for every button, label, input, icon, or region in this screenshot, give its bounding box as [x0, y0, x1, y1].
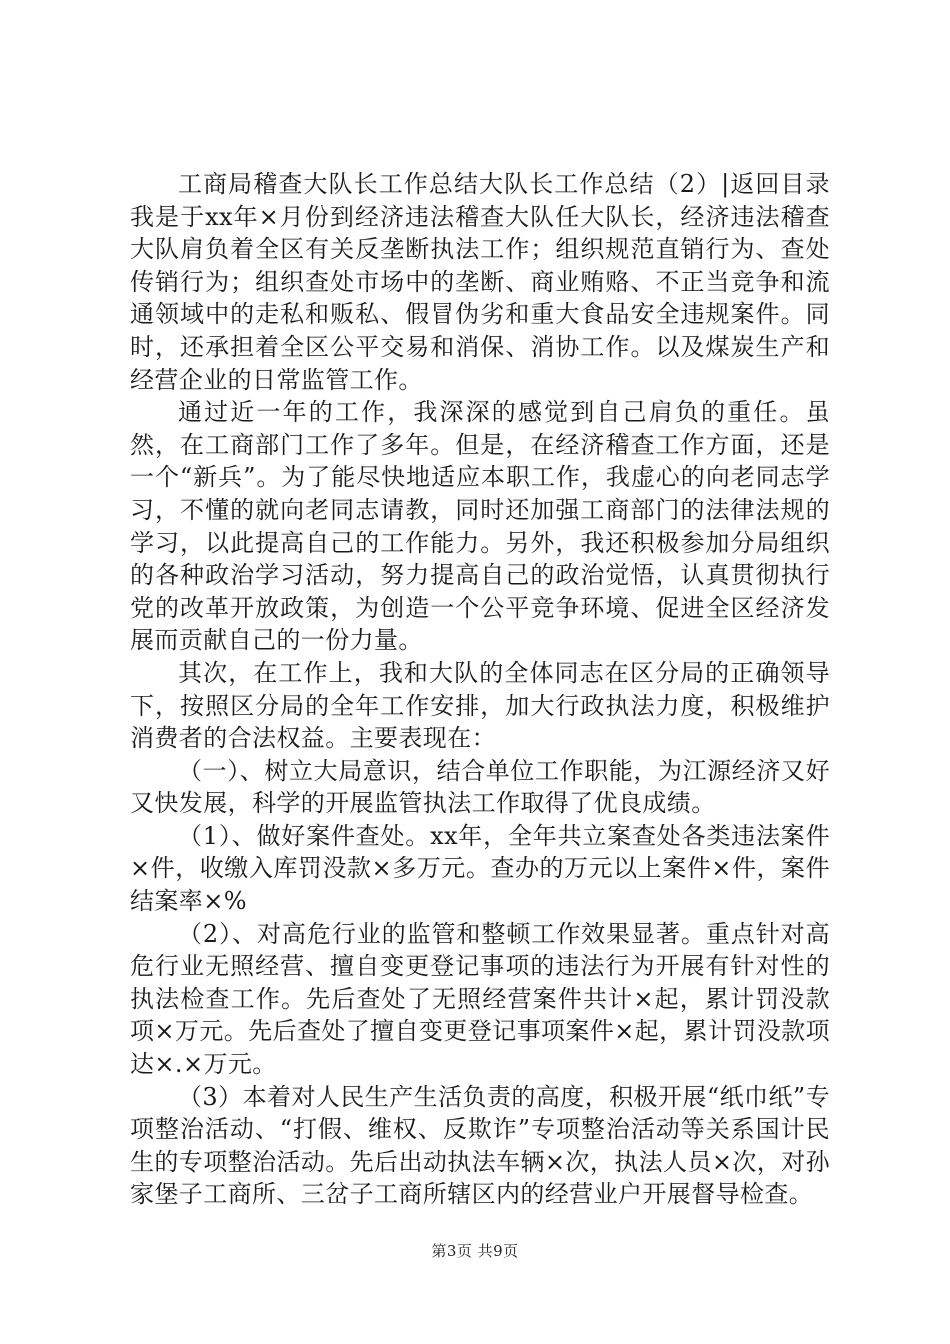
paragraph-intro: 工商局稽查大队长工作总结大队长工作总结（2）|返回目录我是于xx年×月份到经济违法稽查大队任大队长，经济违法稽查大队肩负着全区有关反垄断执法工作；组织规范直销行为、查处传销行为；组织查处市场中的垄断、商业贿赂、不正当竞争和流通领域中的走私和贩私、假冒伪劣和重大食品安全违规案件。同时，还承担着全区公平交易和消保、消协工作。以及煤炭生产和经营企业的日常监管工作。 [130, 170, 830, 394]
paragraph-experience: 通过近一年的工作，我深深的感觉到自己肩负的重任。虽然，在工商部门工作了多年。但是，在经济稽查工作方面，还是一个“新兵”。为了能尽快地适应本职工作，我虚心的向老同志学习，不懂的就向老同志请教，同时还加强工商部门的法律法规的学习，以此提高自己的工作能力。另外，我还积极参加分局组织的各种政治学习活动，努力提高自己的政治觉悟，认真贯彻执行党的改革开放政策，为创造一个公平竞争环境、促进全区经济发展而贡献自己的一份力量。 [130, 398, 830, 655]
page-number-footer: 第3页 共9页 [431, 1242, 519, 1260]
paragraph-section-one: （一）、树立大局意识，结合单位工作职能，为江源经济又好又快发展，科学的开展监管执法工作取得了优良成绩。 [130, 756, 830, 818]
paragraph-item-2: （2）、对高危行业的监管和整顿工作效果显著。重点针对高危行业无照经营、擅自变更登记事项的违法行为开展有针对性的执法检查工作。先后查处了无照经营案件共计×起，累计罚没款项×万元。先后查处了擅自变更登记事项案件×起，累计罚没款项达×.×万元。 [130, 919, 830, 1079]
document-body [130, 168, 830, 1211]
paragraph-work-overview: 其次，在工作上，我和大队的全体同志在区分局的正确领导下，按照区分局的全年工作安排，加大行政执法力度，积极维护消费者的合法权益。主要表现在： [130, 658, 830, 753]
paragraph-item-1: （1）、做好案件查处。xx年，全年共立案查处各类违法案件×件，收缴入库罚没款×多万元。查办的万元以上案件×件，案件结案率×% [130, 821, 830, 916]
paragraph-item-3: （3）本着对人民生产生活负责的高度，积极开展“纸巾纸”专项整治活动、“打假、维权、反欺诈”专项整治活动等关系国计民生的专项整治活动。先后出动执法车辆×次，执法人员×次，对孙家堡子工商所、三岔子工商所辖区内的经营业户开展督导检查。 [130, 1082, 830, 1209]
